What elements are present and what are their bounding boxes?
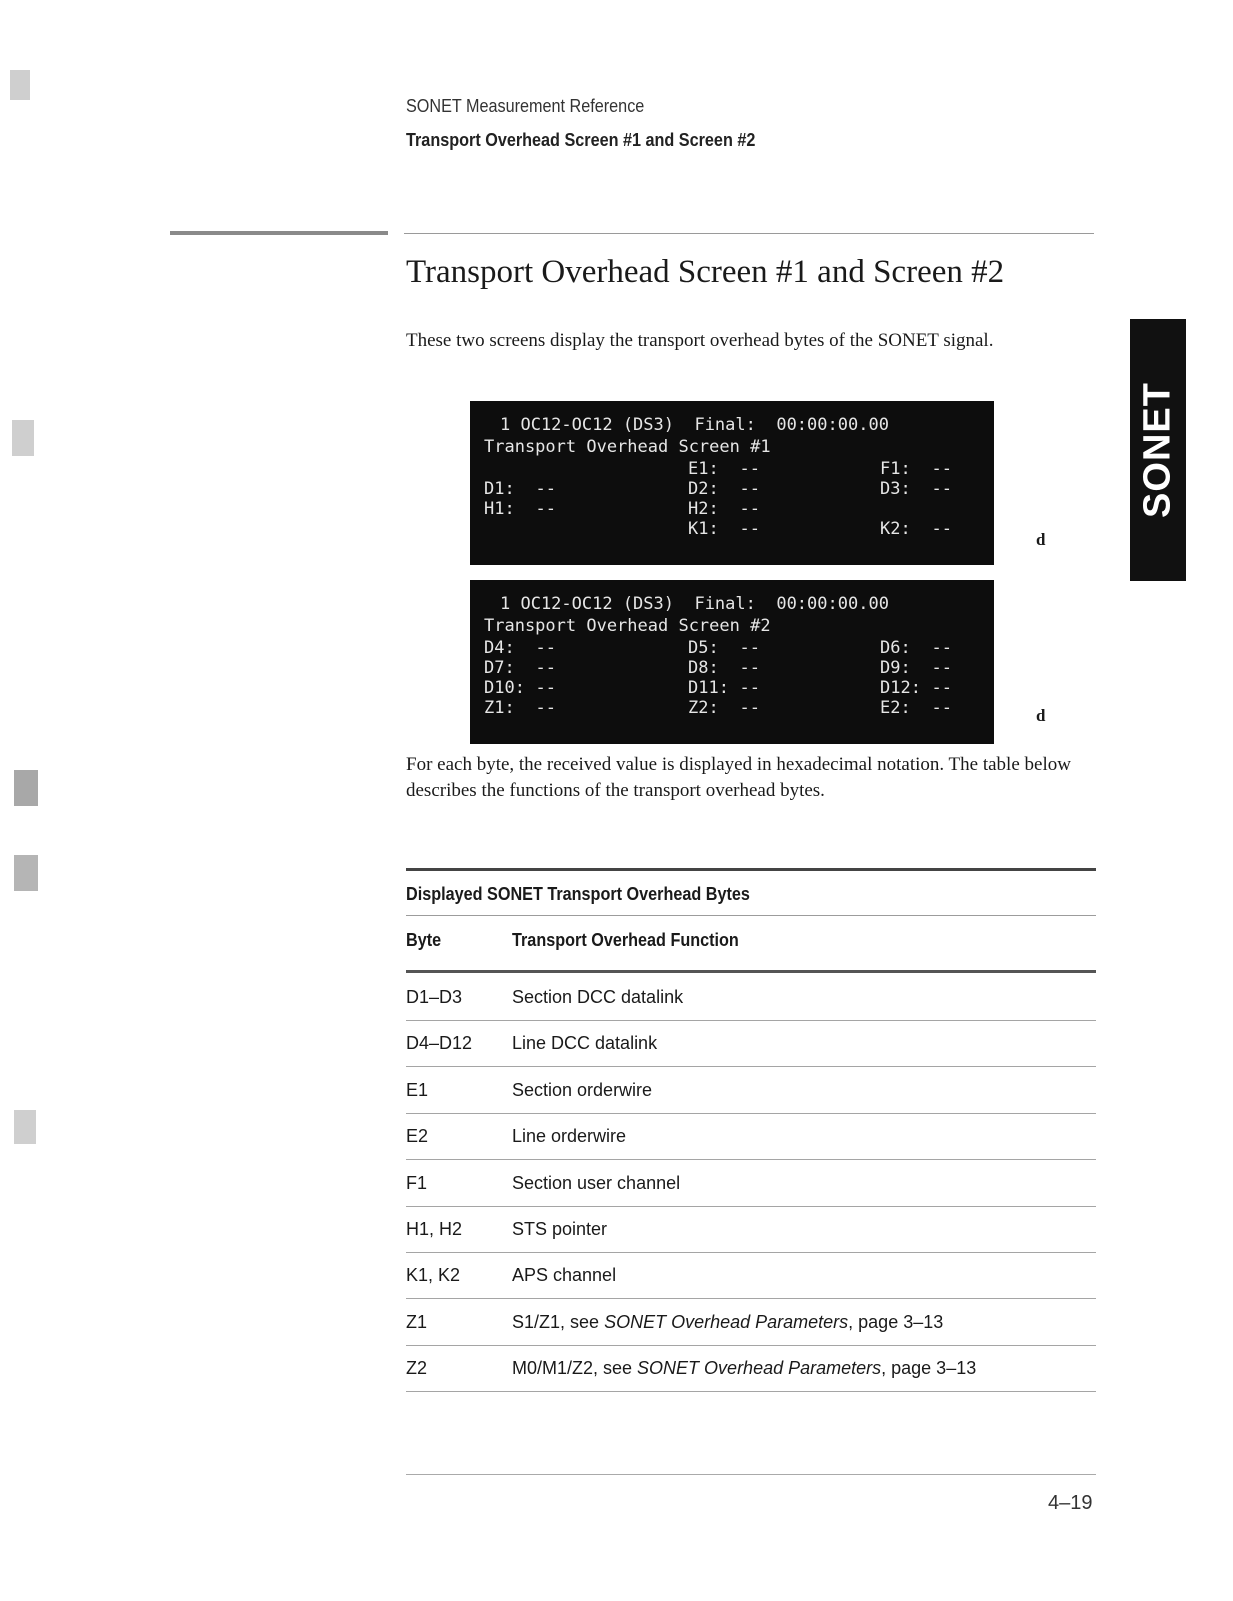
body-paragraph: For each byte, the received value is displayed in hexadecimal notation. The table below describes the functions of the transport overhead bytes. (406, 754, 1071, 801)
row-rule (406, 1391, 1096, 1392)
byte-value: -- (931, 678, 952, 698)
byte-value: -- (535, 499, 556, 519)
byte-cell: D1–D3 (406, 987, 463, 1007)
byte-field (688, 698, 760, 718)
byte-field (484, 698, 556, 718)
scan-artifact (14, 770, 38, 806)
table-row (406, 1067, 1096, 1114)
byte-label: F1: (880, 459, 911, 479)
function-cell (512, 1173, 680, 1194)
table-row (406, 1020, 1096, 1067)
byte-cell: Z1 (406, 1311, 428, 1332)
byte-value: -- (535, 658, 556, 678)
byte-value: -- (535, 698, 556, 718)
byte-cell: Z2 (406, 1358, 428, 1379)
byte-value: -- (931, 519, 952, 539)
scan-artifact (14, 1110, 36, 1144)
function-text: Line orderwire (512, 1126, 627, 1147)
screen-2-tag: d (1036, 706, 1046, 725)
byte-label: D6: (880, 638, 911, 658)
byte-field (484, 678, 556, 698)
function-text: Section DCC datalink (512, 987, 684, 1007)
byte-label: D4: (484, 638, 515, 658)
byte-label: K1: (688, 519, 719, 539)
side-tab-label: SONET (1136, 382, 1179, 518)
byte-label: E1: (688, 459, 719, 479)
byte-label: D11: (688, 678, 729, 698)
byte-value: -- (739, 678, 760, 698)
byte-label: E2: (880, 698, 911, 718)
byte-label: D5: (688, 638, 719, 658)
byte-label: D12: (880, 678, 921, 698)
scan-artifact (10, 70, 30, 100)
function-text: S1/Z1, see (512, 1311, 605, 1332)
screen-name-line: Transport Overhead Screen #2 (484, 616, 771, 636)
byte-value: -- (739, 658, 760, 678)
byte-field (880, 698, 952, 718)
byte-value: -- (535, 479, 556, 499)
table-header-function: Transport Overhead Function (512, 930, 739, 950)
table-row (406, 1160, 1096, 1207)
byte-value: -- (931, 658, 952, 678)
page-reference: , page 3–13 (881, 1358, 977, 1379)
byte-value: -- (931, 638, 952, 658)
byte-value: -- (931, 459, 952, 479)
byte-field (484, 638, 556, 658)
function-cell (512, 1312, 943, 1333)
function-cell (512, 1265, 616, 1286)
byte-field (484, 499, 556, 519)
byte-field (880, 658, 952, 678)
screen-1-tag: d (1036, 530, 1046, 549)
function-cell (512, 1033, 657, 1054)
page-title: Transport Overhead Screen #1 and Screen #2 (406, 254, 1005, 290)
function-text: STS pointer (512, 1219, 608, 1239)
byte-field (688, 459, 760, 479)
byte-field (880, 519, 952, 539)
screen-status-line: 1 OC12-OC12 (DS3) Final: 00:00:00.00 (500, 415, 889, 435)
screen-name-line: Transport Overhead Screen #1 (484, 437, 771, 457)
table-top-rule (406, 868, 1096, 871)
table-row (406, 974, 1096, 1021)
byte-label: D10: (484, 678, 525, 698)
function-cell (512, 1126, 626, 1147)
byte-value: -- (739, 499, 760, 519)
screen-status-line: 1 OC12-OC12 (DS3) Final: 00:00:00.00 (500, 594, 889, 614)
byte-label: Z2: (688, 698, 719, 718)
byte-field (688, 479, 760, 499)
cross-reference: SONET Overhead Parameters (604, 1311, 849, 1332)
byte-label: D1: (484, 479, 515, 499)
byte-value: -- (739, 698, 760, 718)
byte-cell: K1, K2 (406, 1265, 461, 1286)
function-cell (512, 987, 683, 1008)
byte-field (688, 499, 760, 519)
byte-value: -- (739, 479, 760, 499)
byte-value: -- (739, 519, 760, 539)
byte-label: D9: (880, 658, 911, 678)
byte-label: K2: (880, 519, 911, 539)
page-number: 4–19 (1048, 1492, 1093, 1514)
byte-field (688, 519, 760, 539)
byte-label: Z1: (484, 698, 515, 718)
transport-overhead-screen-1 (470, 401, 994, 565)
byte-value: -- (739, 638, 760, 658)
byte-value: -- (535, 678, 556, 698)
byte-value: -- (931, 698, 952, 718)
table-row (406, 1345, 1096, 1392)
byte-cell: F1 (406, 1172, 428, 1193)
byte-label: D8: (688, 658, 719, 678)
byte-cell: E2 (406, 1126, 429, 1147)
byte-field (688, 678, 760, 698)
byte-field (484, 658, 556, 678)
running-header-subsection: Transport Overhead Screen #1 and Screen #2 (406, 130, 756, 150)
function-text: M0/M1/Z2, see (512, 1358, 638, 1379)
byte-field (688, 638, 760, 658)
byte-cell: E1 (406, 1079, 429, 1100)
table-row (406, 1206, 1096, 1253)
section-side-tab (1130, 319, 1186, 581)
function-text: Section orderwire (512, 1079, 653, 1100)
table-caption: Displayed SONET Transport Overhead Bytes (406, 884, 750, 904)
byte-label: H1: (484, 499, 515, 519)
function-cell (512, 1219, 607, 1240)
function-text: Section user channel (512, 1172, 681, 1193)
table-caption-rule (406, 915, 1096, 916)
transport-overhead-screen-2 (470, 580, 994, 744)
scan-artifact (12, 420, 34, 456)
header-rule-left (170, 231, 388, 235)
byte-field (880, 459, 952, 479)
byte-field (688, 658, 760, 678)
byte-value: -- (535, 638, 556, 658)
table-row (406, 1299, 1096, 1346)
header-rule-right (404, 233, 1094, 234)
page-reference: , page 3–13 (848, 1311, 944, 1332)
cross-reference: SONET Overhead Parameters (637, 1358, 882, 1379)
footer-rule (406, 1474, 1096, 1475)
byte-label: D3: (880, 479, 911, 499)
byte-field (880, 678, 952, 698)
byte-value: -- (739, 459, 760, 479)
intro-paragraph: These two screens display the transport overhead bytes of the SONET signal. (406, 330, 994, 351)
table-header-byte: Byte (406, 930, 442, 950)
function-text: APS channel (512, 1265, 617, 1286)
byte-label: D7: (484, 658, 515, 678)
byte-cell: D4–D12 (406, 1033, 473, 1054)
running-header-section: SONET Measurement Reference (406, 96, 645, 116)
byte-field (880, 638, 952, 658)
table-header-rule (406, 970, 1096, 973)
function-cell (512, 1358, 976, 1379)
table-row (406, 1113, 1096, 1160)
function-text: Line DCC datalink (512, 1033, 658, 1054)
table-row (406, 1252, 1096, 1299)
function-cell (512, 1080, 652, 1101)
byte-cell: H1, H2 (406, 1219, 463, 1239)
byte-label: D2: (688, 479, 719, 499)
byte-label: H2: (688, 499, 719, 519)
byte-field (484, 479, 556, 499)
scan-artifact (14, 855, 38, 891)
byte-value: -- (931, 479, 952, 499)
byte-field (880, 479, 952, 499)
